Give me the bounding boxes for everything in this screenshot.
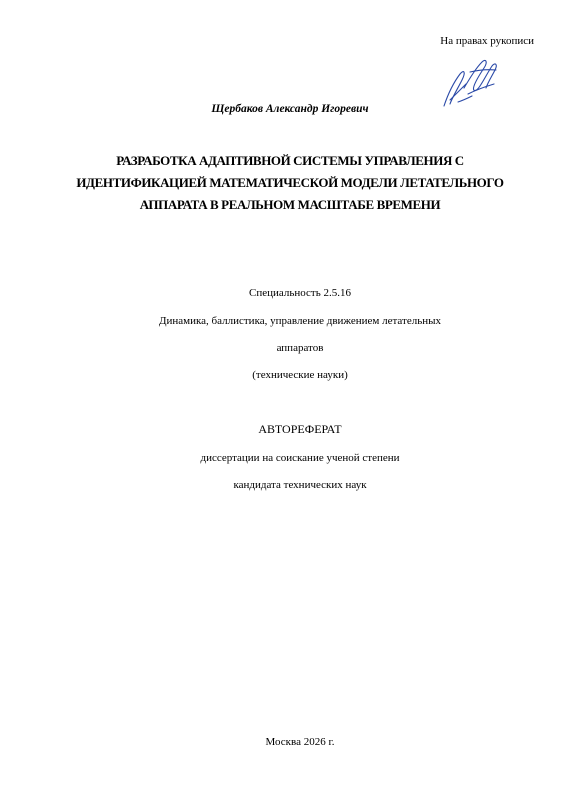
dissertation-title [20,150,560,216]
rights-note: На правах рукописи [440,35,534,47]
author-name: Щербаков Александр Игоревич [211,103,369,115]
abstract-heading: АВТОРЕФЕРАТ [258,422,342,436]
specialty-name-continued: аппаратов [276,342,324,354]
abstract-purpose: диссертации на соискание ученой степени [200,452,400,464]
title-line: АППАРАТА В РЕАЛЬНОМ МАСШТАБЕ ВРЕМЕНИ [139,197,441,212]
title-line: ИДЕНТИФИКАЦИЕЙ МАТЕМАТИЧЕСКОЙ МОДЕЛИ ЛЕТАТЕЛЬНОГО [76,175,504,190]
science-field: (технические науки) [252,369,348,381]
specialty-code: Специальность 2.5.16 [249,287,351,299]
academic-degree: кандидата технических наук [233,479,367,491]
city-year: Москва 2026 г. [265,736,335,748]
specialty-name: Динамика, баллистика, управление движением летательных [158,315,441,327]
signature-image [440,54,502,110]
title-line: РАЗРАБОТКА АДАПТИВНОЙ СИСТЕМЫ УПРАВЛЕНИЯ С [116,153,464,168]
